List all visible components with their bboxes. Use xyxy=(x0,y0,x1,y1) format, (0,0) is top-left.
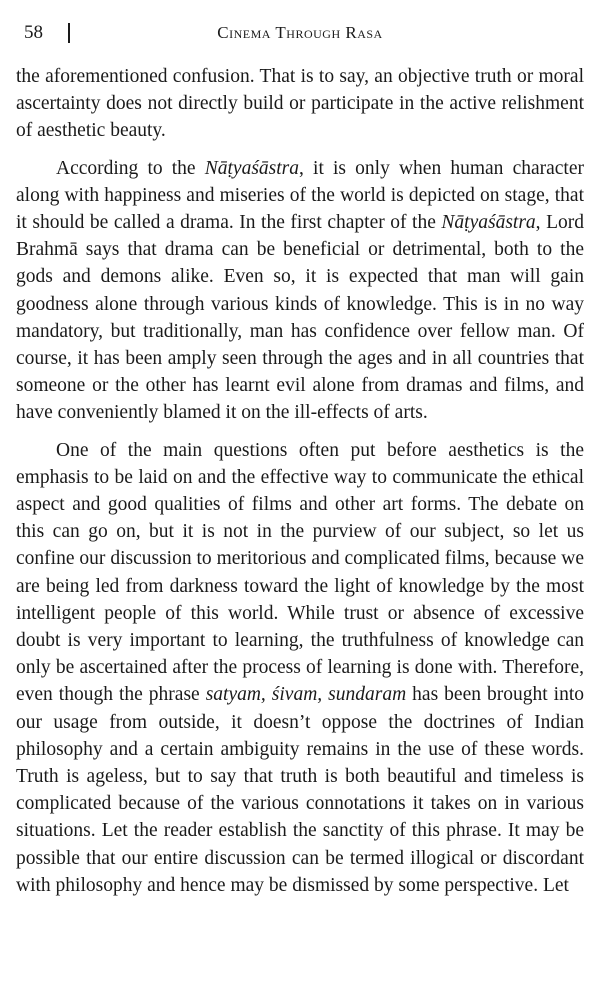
book-page xyxy=(16,0,584,986)
paragraph-text: the aforementioned confusion. That is to say, an objective truth or moral ascertainty does not directly build or participate in the active relishment of aesthetic beauty. xyxy=(16,66,584,142)
italic-title: Nāṭyaśāstra xyxy=(441,212,536,234)
paragraph-3 xyxy=(16,437,584,899)
body-text xyxy=(16,63,584,899)
paragraph-1 xyxy=(16,63,584,145)
paragraph-text: According to the xyxy=(56,157,205,179)
italic-title: Nāṭyaśāstra xyxy=(204,157,299,179)
paragraph-text: One of the main questions often put before aesthetics is the emphasis to be laid on and the effective way to communicate the ethical aspect and good qualities of films and other art forms. The debate on this can go on, but it is not in the purview of our subject, so let us confine our discussion to meritorious and complicated films, because we are being led from darkness toward the light of knowledge by the most intelligent people of this world. While trust or absence of excessive doubt is very important to learning, the truthfulness of knowledge can only be ascertained after the process of learning is done with. Therefore, even though the phrase xyxy=(16,439,584,706)
paragraph-text: , Lord Brahmā says that drama can be beneficial or detrimental, both to the gods and demons alike. Even so, it is expected that man will gain goodness alone through various kinds of knowledge. This is in no way mandatory, but traditionally, man has confidence over fellow man. Of course, it has been amply seen through the ages and in all countries that someone or the other has learnt evil alone from dramas and films, and have conveniently blamed it on the ill-effects of arts. xyxy=(16,212,584,424)
italic-phrase: satyam, śivam, sundaram xyxy=(205,684,407,706)
running-title: Cinema Through Rasa xyxy=(217,23,383,42)
paragraph-2 xyxy=(16,155,584,427)
page-header xyxy=(16,20,584,46)
paragraph-text: has been brought into our usage from outside, it doesn’t oppose the doctrines of Indian philosophy and a certain ambiguity remains in the use of these words. Truth is ageless, but to say that truth is both beautiful and timeless is complicated because of the various connotations it takes on in various situations. Let the reader establish the sanctity of this phrase. It may be possible that our entire discussion can be termed illogical or discordant with philosophy and hence may be dismissed by some perspective. Let xyxy=(16,684,584,896)
paragraph-text: , it is only when human character along with happiness and miseries of the world is depicted on stage, that it should be called a drama. In the first chapter of the xyxy=(16,157,584,234)
page-number: 58 xyxy=(24,22,43,43)
